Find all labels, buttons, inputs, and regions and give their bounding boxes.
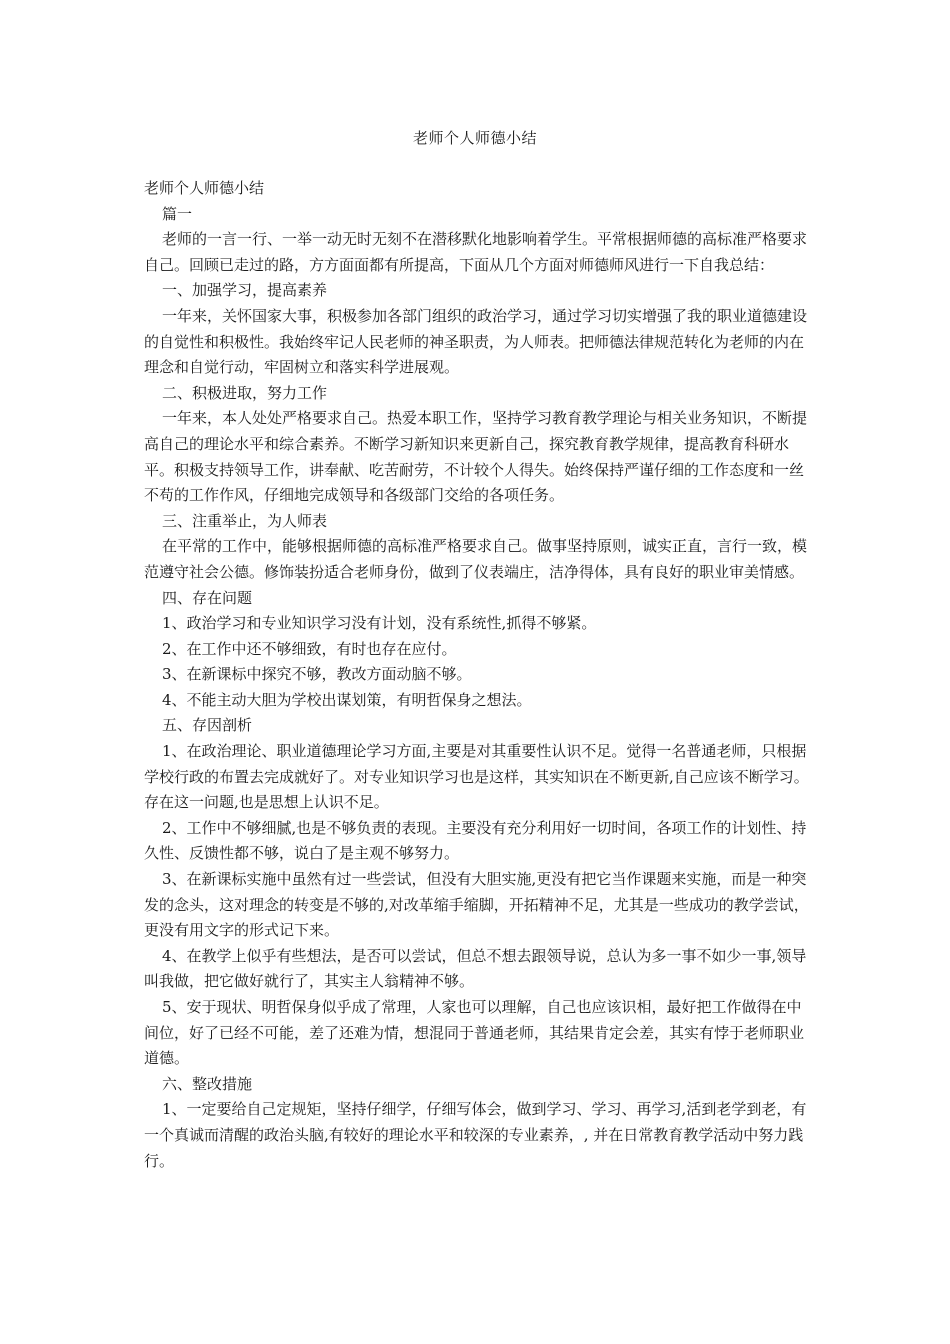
paragraph: 在平常的工作中，能够根据师德的高标准严格要求自己。做事坚持原则，诚实正直，言行一致，模范遵守社会公德。修饰装扮适合老师身份，做到了仪表端庄，洁净得体，具有良好的职业审美情感。 bbox=[144, 537, 808, 581]
document-title: 老师个人师德小结 bbox=[412, 129, 537, 147]
heading-2: 二、积极进取，努力工作 bbox=[162, 383, 328, 402]
paragraph-intro: 老师的一言一行、一举一动无时无刻不在潜移默化地影响着学生。平常根据师德的高标准严格要求自己。回顾已走过的路，方方面面都有所提高，下面从几个方面对师德师风进行一下自我总结： bbox=[144, 230, 808, 274]
heading-4: 四、存在问题 bbox=[162, 588, 253, 607]
heading-1: 一、加强学习，提高素养 bbox=[162, 281, 328, 300]
list-item: 5、安于现状、明哲保身似乎成了常理，人家也可以理解，自己也应该识相，最好把工作做得在中间位，好了已经不可能，差了还难为情，想混同于普通老师，其结果肯定会差，其实有悖于老师职业道德。 bbox=[144, 998, 805, 1068]
list-item: 4、在教学上似乎有些想法，是否可以尝试，但总不想去跟领导说，总认为多一事不如少一事,领导叫我做，把它做好就行了，其实主人翁精神不够。 bbox=[144, 946, 807, 991]
section-label: 篇一 bbox=[162, 204, 193, 223]
list-item: 1、政治学习和专业知识学习没有计划，没有系统性,抓得不够紧。 bbox=[162, 614, 597, 633]
document-subtitle: 老师个人师德小结 bbox=[144, 179, 265, 197]
list-item: 1、在政治理论、职业道德理论学习方面,主要是对其重要性认识不足。觉得一名普通老师，只根据学校行政的布置去完成就好了。对专业知识学习也是这样，其实知识在不断更新,自己应该不断学习。存在这一问题,也是思想上认识不足。 bbox=[144, 742, 809, 812]
document-body bbox=[144, 176, 816, 1174]
heading-5: 五、存因剖析 bbox=[162, 716, 253, 735]
paragraph: 一年来，本人处处严格要求自己。热爱本职工作，坚持学习教育教学理论与相关业务知识，不断提高自己的理论水平和综合素养。不断学习新知识来更新自己，探究教育教学规律，提高教育科研水平。积极支持领导工作，讲奉献、吃苦耐劳，不计较个人得失。始终保持严谨仔细的工作态度和一丝不苟的工作作风，仔细地完成领导和各级部门交给的各项任务。 bbox=[144, 409, 808, 505]
list-item: 4、不能主动大胆为学校出谋划策，有明哲保身之想法。 bbox=[162, 690, 532, 709]
list-item: 2、在工作中还不够细致，有时也存在应付。 bbox=[162, 639, 457, 658]
heading-3: 三、注重举止，为人师表 bbox=[162, 511, 328, 530]
paragraph: 一年来，关怀国家大事，积极参加各部门组织的政治学习，通过学习切实增强了我的职业道德建设的自觉性和积极性。我始终牢记人民老师的神圣职责，为人师表。把师德法律规范转化为老师的内在理念和自觉行动，牢固树立和落实科学进展观。 bbox=[144, 306, 808, 377]
list-item: 3、在新课标中探究不够，教改方面动脑不够。 bbox=[162, 665, 472, 684]
list-item: 1、一定要给自己定规矩，坚持仔细学，仔细写体会，做到学习、学习、再学习,活到老学到老，有一个真诚而清醒的政治头脑,有较好的理论水平和较深的专业素养，, 并在日常教育教学活动中努力践行。 bbox=[144, 1100, 807, 1170]
list-item: 3、在新课标实施中虽然有过一些尝试，但没有大胆实施,更没有把它当作课题来实施，而是一种突发的念头，这对理念的转变是不够的,对改革缩手缩脚，开拓精神不足，尤其是一些成功的教学尝试，更没有用文字的形式记下来。 bbox=[144, 870, 809, 940]
heading-6: 六、整改措施 bbox=[162, 1074, 253, 1093]
list-item: 2、工作中不够细腻,也是不够负责的表现。主要没有充分利用好一切时间，各项工作的计划性、持久性、反馈性都不够，说白了是主观不够努力。 bbox=[144, 818, 807, 863]
